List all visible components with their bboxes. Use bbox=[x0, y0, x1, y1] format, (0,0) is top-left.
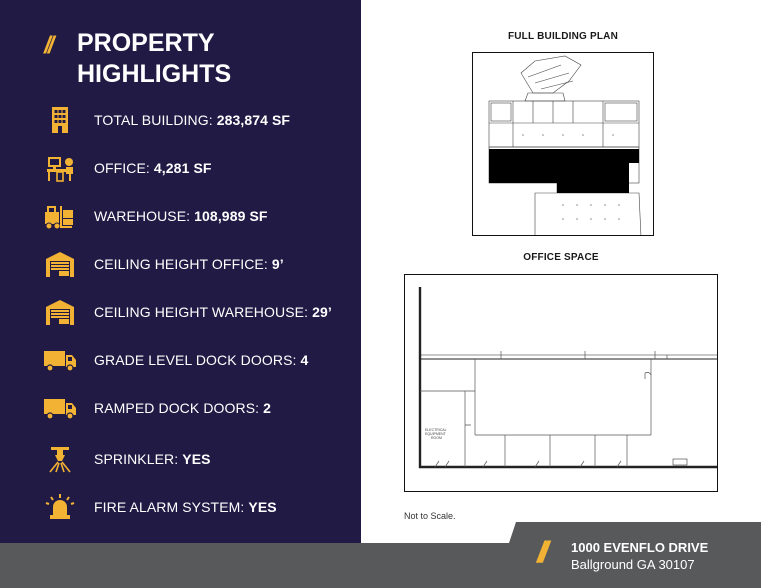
highlight-label: FIRE ALARM SYSTEM: bbox=[94, 499, 249, 515]
highlight-value: 9’ bbox=[271, 256, 284, 272]
highlight-total-building bbox=[0, 102, 361, 138]
highlight-label: RAMPED DOCK DOORS: bbox=[94, 400, 264, 416]
highlight-value: YES bbox=[248, 499, 277, 515]
office-space-floorplan bbox=[405, 275, 718, 492]
highlight-label: OFFICE: bbox=[94, 160, 154, 176]
room-label-line3: ROOM bbox=[431, 436, 442, 440]
highlight-label: CEILING HEIGHT OFFICE: bbox=[94, 256, 272, 272]
building-icon bbox=[43, 106, 77, 134]
highlight-label: GRADE LEVEL DOCK DOORS: bbox=[94, 352, 301, 368]
room-label-line1: ELECTRICAL bbox=[425, 428, 447, 432]
highlight-label: WAREHOUSE: bbox=[94, 208, 195, 224]
highlight-fire-alarm bbox=[0, 489, 361, 525]
highlight-value: YES bbox=[182, 451, 211, 467]
highlight-value: 29’ bbox=[312, 304, 332, 320]
sprinkler-icon bbox=[43, 445, 77, 473]
address-city: Ballground GA 30107 bbox=[571, 557, 695, 572]
highlight-warehouse bbox=[0, 198, 361, 234]
footer-address-tab bbox=[494, 522, 761, 588]
highlight-sprinkler bbox=[0, 441, 361, 477]
full-building-floorplan bbox=[473, 53, 654, 236]
highlight-value: 4 bbox=[300, 352, 309, 368]
highlight-ceiling-office bbox=[0, 246, 361, 282]
highlight-value: 2 bbox=[263, 400, 272, 416]
title-slash-mark: // bbox=[44, 32, 52, 59]
fire-alarm-icon bbox=[43, 493, 77, 521]
office-space-plan-image bbox=[404, 274, 718, 492]
room-label-line2: EQUIPMENT bbox=[425, 432, 446, 436]
full-building-plan-image bbox=[472, 52, 654, 236]
highlight-ceiling-warehouse bbox=[0, 294, 361, 330]
office-space-title: OFFICE SPACE bbox=[523, 252, 599, 263]
warehouse-icon bbox=[43, 298, 77, 326]
forklift-icon bbox=[43, 202, 77, 230]
truck-icon bbox=[43, 394, 77, 422]
scale-note: Not to Scale. bbox=[404, 511, 456, 521]
highlight-label: TOTAL BUILDING: bbox=[94, 112, 217, 128]
full-building-plan-title: FULL BUILDING PLAN bbox=[507, 31, 619, 42]
office-desk-icon bbox=[43, 154, 77, 182]
address-street: 1000 EVENFLO DRIVE bbox=[571, 540, 709, 555]
page-title-line1: PROPERTY bbox=[77, 29, 215, 57]
page-title bbox=[77, 28, 317, 90]
warehouse-icon bbox=[43, 250, 77, 278]
highlight-value: 283,874 SF bbox=[216, 112, 291, 128]
highlight-value: 108,989 SF bbox=[194, 208, 268, 224]
highlight-office bbox=[0, 150, 361, 186]
truck-icon bbox=[43, 346, 77, 374]
footer-slash-mark: // bbox=[537, 536, 544, 569]
highlight-ramped-dock-doors bbox=[0, 390, 361, 426]
page-title-line2: HIGHLIGHTS bbox=[77, 60, 232, 88]
highlight-grade-dock-doors bbox=[0, 342, 361, 378]
highlight-label: CEILING HEIGHT WAREHOUSE: bbox=[94, 304, 313, 320]
highlight-value: 4,281 SF bbox=[153, 160, 212, 176]
highlight-label: SPRINKLER: bbox=[94, 451, 183, 467]
